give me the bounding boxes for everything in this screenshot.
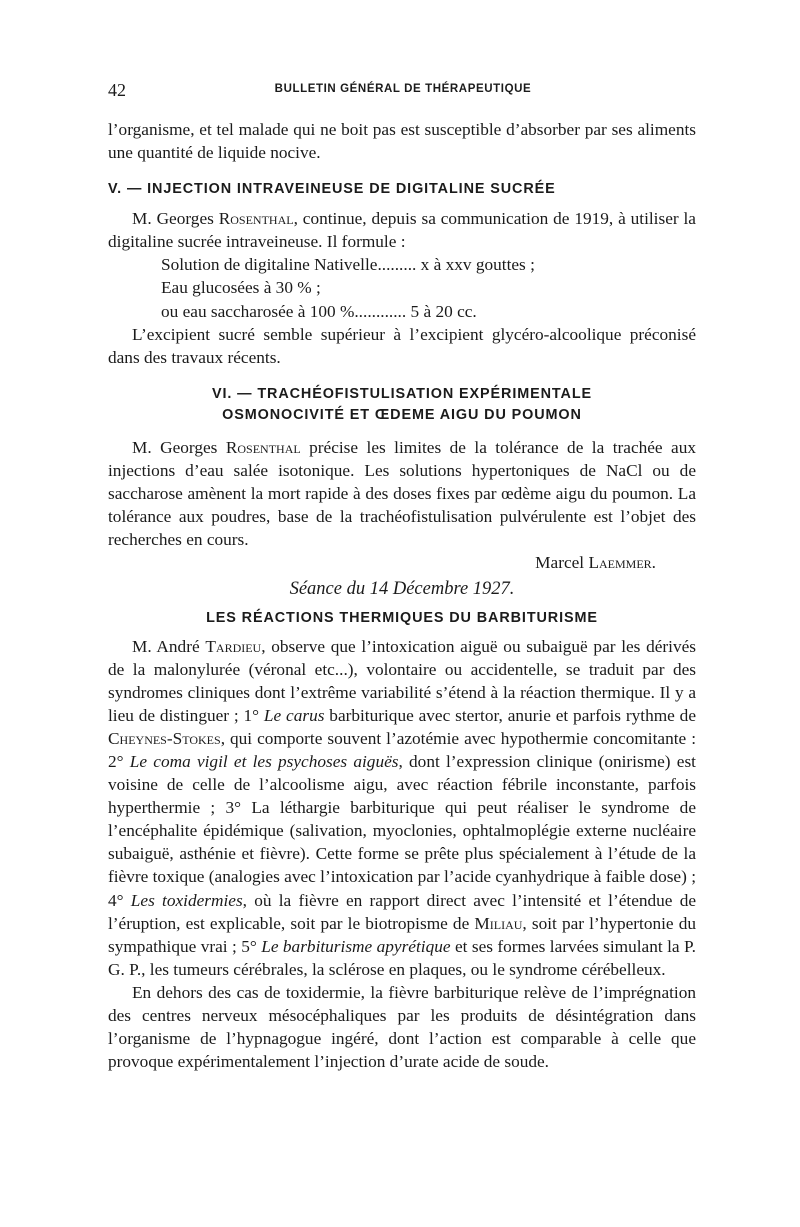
signature-first: Marcel	[535, 553, 589, 573]
text-run: M. Georges	[132, 209, 219, 229]
italic-term: Le coma vigil et les psychoses aiguës	[129, 751, 399, 771]
text-run: , observe que l’intoxication aiguë ou subaiguë par les dérivés de la malonylurée (véronal etc...), volontaire ou accidentelle, se traduit par des syndromes cliniques dont l’extrême variabilité s’étend à la réaction thermique. Il y a lieu de distinguer ; 1°	[108, 636, 697, 725]
formula-line: ou eau saccharosée à 100 %............ 5 à 20 cc.	[161, 301, 477, 321]
barbiturisme-paragraph-1	[108, 635, 696, 981]
eponym-name: Miliau	[474, 913, 523, 933]
section-vi-heading	[108, 384, 696, 426]
italic-term: Le carus	[263, 705, 325, 725]
section-vi-paragraph	[108, 436, 696, 551]
text-run: et ses formes larvées simulant la P. G. P., les tumeurs cérébrales, la sclérose en plaques, ou le syndrome cérébelleux.	[108, 936, 696, 979]
text-run: barbiturique avec stertor, anurie et parfois rythme de	[324, 705, 696, 725]
text-run: , dont l’expression clinique (onirisme) est voisine de celle de l’alcoolisme aigu, avec réaction fébrile inconstante, parfois hyperthermie ; 3° La léthargie barbiturique qui peut réaliser le syndrome de l’encéphalite épidémique (salivation, myoclonies, ophtalmoplégie externe nucléaire subaiguë, asthénie et fièvre). Cette forme se prête plus spécialement à l’étude de la fièvre toxique (analogies avec l’intoxication par l’acide cyanhydrique à faible dose) ; 4°	[108, 751, 696, 910]
author-name: Tardieu	[205, 636, 262, 656]
text-run: M. André	[132, 636, 206, 656]
italic-term: Les toxidermies	[130, 890, 243, 910]
heading-line: OSMONOCIVITÉ ET ŒDEME AIGU DU POUMON	[222, 406, 582, 423]
text-run: M. Georges	[132, 437, 226, 457]
intro-paragraph: l’organisme, et tel malade qui ne boit pas est susceptible d’absorber par ses aliments une quantité de liquide nocive.	[108, 120, 696, 163]
page-number: 42	[108, 80, 126, 100]
eponym-name: Cheynes-Stokes	[108, 728, 221, 748]
text-run: , continue, depuis sa communication de 1919, à utiliser la digitaline sucrée intraveineuse. Il formule :	[108, 209, 696, 252]
text-run: , qui comporte souvent l’azotémie avec hypothermie concomitante : 2°	[108, 728, 696, 771]
text-run: précise les limites de la tolérance de la trachée aux injections d’eau salée isotonique. Les solutions hypertoniques de NaCl ou de saccharose amènent la mort rapide à des doses fixes par œdème aigu du poumon. La tolérance aux poudres, base de la trachéofistulisation pulvérulente est l’objet des recherches en cours.	[108, 437, 696, 550]
seance-date: Séance du 14 Décembre 1927.	[289, 579, 515, 600]
text-run: , où la fièvre en rapport direct avec l’intensité et l’étendue de l’éruption, est explicable, soit par le biotropisme de	[108, 890, 697, 933]
section-v-paragraph-1	[108, 207, 696, 253]
section-v-heading: V. — INJECTION INTRAVEINEUSE DE DIGITALINE SUCRÉE	[108, 181, 556, 198]
formula-line: Solution de digitaline Nativelle......... x à xxv gouttes ;	[161, 255, 535, 275]
running-title: BULLETIN GÉNÉRAL DE THÉRAPEUTIQUE	[274, 83, 532, 95]
barbiturisme-heading: LES RÉACTIONS THERMIQUES DU BARBITURISME	[206, 609, 598, 626]
barbiturisme-paragraph-2: En dehors des cas de toxidermie, la fièvre barbiturique relève de l’imprégnation des centres nerveux mésocéphaliques par les produits de désintégration dans l’organisme de l’hypnagogue ingéré, dont l’action est comparable à celle que provoque expérimentalement l’injection d’urate acide de soude.	[108, 982, 696, 1072]
page-header	[108, 80, 698, 102]
author-name: Rosenthal	[225, 437, 301, 457]
heading-line: VI. — TRACHÉOFISTULISATION EXPÉRIMENTALE	[211, 385, 593, 402]
author-name: Rosenthal	[218, 209, 294, 229]
author-signature	[108, 551, 656, 574]
formula-line: Eau glucosées à 30 % ;	[161, 278, 321, 298]
italic-term: Le barbiturisme apyrétique	[261, 936, 451, 956]
signature-end: .	[651, 553, 656, 573]
text-run: , soit par l’hypertonie du sympathique vrai ; 5°	[108, 913, 696, 956]
article-body	[108, 118, 696, 1073]
section-v-paragraph-2: L’excipient sucré semble supérieur à l’excipient glycéro-alcoolique préconisé dans des travaux récents.	[108, 324, 696, 367]
formula-block	[161, 253, 696, 322]
signature-last: Laemmer	[588, 553, 652, 573]
